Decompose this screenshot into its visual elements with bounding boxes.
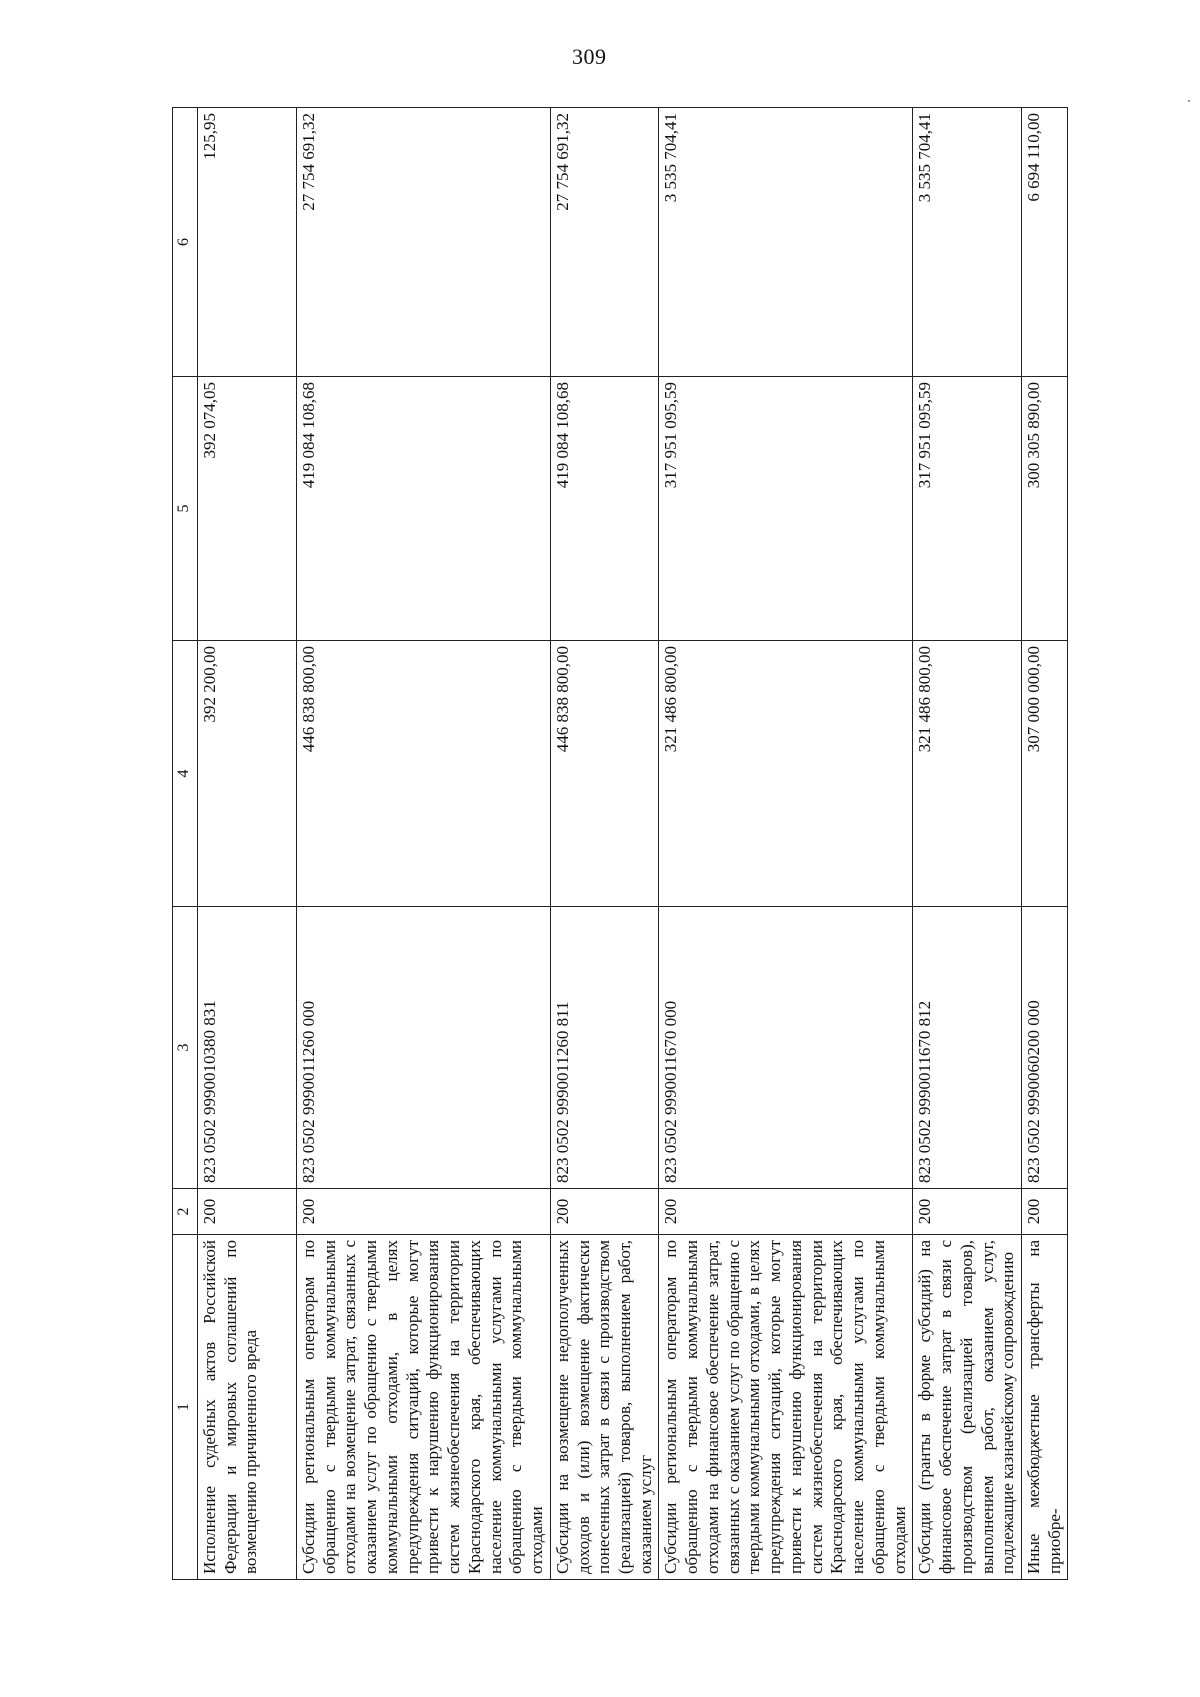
rotated-table-container <box>172 108 1122 1580</box>
table-row <box>550 108 659 1580</box>
row-approved: 307 000 000,00 <box>1021 641 1067 907</box>
row-line-code: 200 <box>1021 1189 1067 1235</box>
row-executed: 392 074,05 <box>198 377 297 641</box>
row-unexecuted: 3 535 704,41 <box>913 108 1022 377</box>
row-line-code: 200 <box>297 1189 551 1235</box>
row-unexecuted: 125,95 <box>198 108 297 377</box>
table-row <box>198 108 297 1580</box>
row-budget-code: 823 0502 9990010380 831 <box>198 907 297 1189</box>
row-executed: 317 951 095,59 <box>913 377 1022 641</box>
column-number: 3 <box>173 907 198 1189</box>
row-unexecuted: 27 754 691,32 <box>297 108 551 377</box>
row-executed: 300 305 890,00 <box>1021 377 1067 641</box>
table-row <box>1021 108 1067 1580</box>
row-name: Субсидии региональным операторам по обращению с твердыми коммунальными отходами на возмещение затрат, связанных с оказанием услуг по обращению с твердыми коммунальными отходами, в целях предупреждения ситуаций, которые могут привести к нарушению функционирования систем жизнеобеспечения на территории Краснодарского края, обеспечивающих население коммунальными услугами по обращению с твердыми коммунальными отходами <box>297 1235 551 1580</box>
table-row <box>659 108 913 1580</box>
row-budget-code: 823 0502 9990011670 000 <box>659 907 913 1189</box>
row-name: Субсидии (гранты в форме субсидий) на финансовое обеспечение затрат в связи с производством (реализацией товаров), выполнением работ, оказанием услуг, подлежащие казначейскому сопровождению <box>913 1235 1022 1580</box>
row-name: Субсидии региональным операторам по обращению с твердыми коммунальными отходами на финансовое обеспечение затрат, связанных с оказанием услуг по обращению с твердыми коммунальными отходами, в целях предупреждения ситуаций, которые могут привести к нарушению функционирования систем жизнеобеспечения на территории Краснодарского края, обеспечивающих население коммунальными услугами по обращению с твердыми коммунальными отходами <box>659 1235 913 1580</box>
row-budget-code: 823 0502 9990011670 812 <box>913 907 1022 1189</box>
row-name: Исполнение судебных актов Российской Федерации и мировых соглашений по возмещению причиненного вреда <box>198 1235 297 1580</box>
row-approved: 446 838 800,00 <box>550 641 659 907</box>
column-number: 2 <box>173 1189 198 1235</box>
column-number: 4 <box>173 641 198 907</box>
budget-execution-table <box>172 107 1068 1580</box>
row-line-code: 200 <box>550 1189 659 1235</box>
row-line-code: 200 <box>913 1189 1022 1235</box>
column-number: 6 <box>173 108 198 377</box>
row-budget-code: 823 0502 9990011260 000 <box>297 907 551 1189</box>
column-number: 1 <box>173 1235 198 1580</box>
column-number-row <box>173 108 198 1580</box>
scan-speck <box>1188 100 1190 102</box>
row-executed: 317 951 095,59 <box>659 377 913 641</box>
row-line-code: 200 <box>659 1189 913 1235</box>
page-number: 309 <box>572 44 607 69</box>
row-budget-code: 823 0502 9990011260 811 <box>550 907 659 1189</box>
row-approved: 446 838 800,00 <box>297 641 551 907</box>
table-row <box>913 108 1022 1580</box>
row-approved: 321 486 800,00 <box>659 641 913 907</box>
row-name: Субсидии на возмещение недополученных доходов и (или) возмещение фактически понесенных затрат в связи с производством (реализацией) товаров, выполнением работ, оказанием услуг <box>550 1235 659 1580</box>
row-line-code: 200 <box>198 1189 297 1235</box>
row-unexecuted: 27 754 691,32 <box>550 108 659 377</box>
row-name: Иные межбюджетные трансферты на приобре- <box>1021 1235 1067 1580</box>
row-unexecuted: 6 694 110,00 <box>1021 108 1067 377</box>
row-unexecuted: 3 535 704,41 <box>659 108 913 377</box>
row-executed: 419 084 108,68 <box>297 377 551 641</box>
row-executed: 419 084 108,68 <box>550 377 659 641</box>
row-budget-code: 823 0502 9990060200 000 <box>1021 907 1067 1189</box>
row-approved: 321 486 800,00 <box>913 641 1022 907</box>
table-row <box>297 108 551 1580</box>
column-number: 5 <box>173 377 198 641</box>
row-approved: 392 200,00 <box>198 641 297 907</box>
